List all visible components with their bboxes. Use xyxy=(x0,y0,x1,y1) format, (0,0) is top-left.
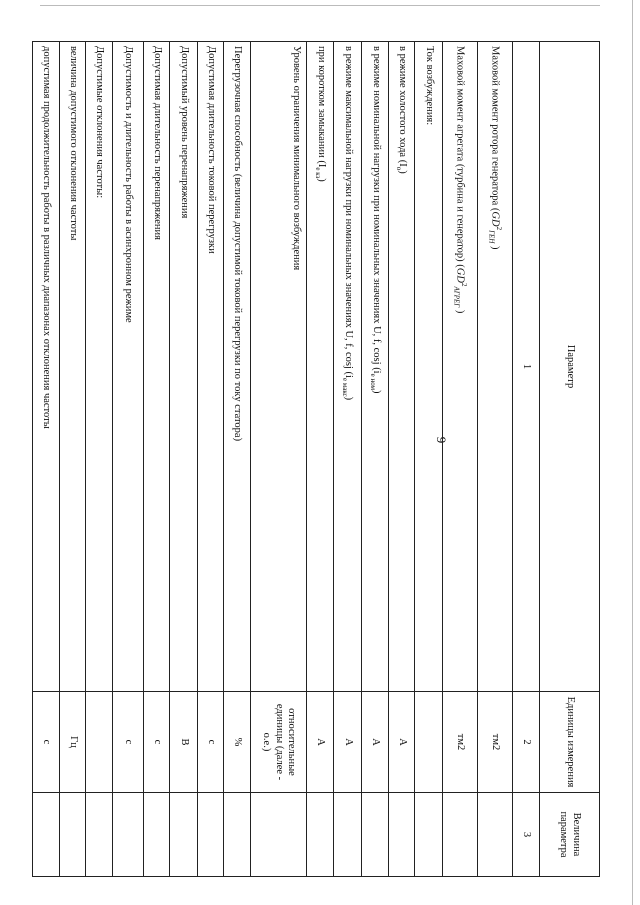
table-row xyxy=(86,42,113,877)
parameter-table-wrapper xyxy=(41,41,600,876)
table-row xyxy=(224,42,251,877)
parameter-cell: Допустимая длительность перенапряжения xyxy=(144,42,170,692)
value-cell xyxy=(415,793,443,877)
parameter-table xyxy=(32,41,600,877)
column-number-row xyxy=(513,42,540,877)
formula: GD xyxy=(489,211,501,227)
unit-cell: с xyxy=(144,692,170,793)
parameter-table-rotated xyxy=(41,41,600,876)
parameter-cell: Допустимые отклонения частоты: xyxy=(86,42,113,692)
table-row xyxy=(307,42,334,877)
unit-cell: тм2 xyxy=(478,692,513,793)
table-row xyxy=(443,42,478,877)
value-cell xyxy=(362,793,389,877)
value-cell xyxy=(443,793,478,877)
value-cell xyxy=(224,793,251,877)
table-row xyxy=(362,42,389,877)
unit-cell xyxy=(86,692,113,793)
header-unit: Единицы измерения xyxy=(540,692,600,793)
value-cell xyxy=(144,793,170,877)
parameter-cell: Маховой момент агрегата (турбина и генератор) ($GD^2_{АГРЕГ}$ ) xyxy=(443,42,478,692)
unit-cell: тм2 xyxy=(443,692,478,793)
value-cell xyxy=(198,793,224,877)
parameter-cell: допустимая продолжительность работы в различных диапазонах отклонения частоты xyxy=(33,42,60,692)
parameter-cell: Маховой момент ротора генератора ($GD^2_{ГЕН}$ ) xyxy=(478,42,513,692)
value-cell xyxy=(113,793,144,877)
column-number-3: 3 xyxy=(513,793,540,877)
unit-cell: с xyxy=(113,692,144,793)
parameter-cell: Уровень ограничения минимального возбуждения xyxy=(251,42,307,692)
unit-cell: относительные единицы (далее - о.е.) xyxy=(251,692,307,793)
value-cell xyxy=(478,793,513,877)
table-row xyxy=(415,42,443,877)
parameter-cell: в режиме холостого хода $(I_о)$ xyxy=(389,42,415,692)
unit-cell: А xyxy=(307,692,334,793)
unit-cell: с xyxy=(198,692,224,793)
value-cell xyxy=(307,793,334,877)
unit-cell xyxy=(415,692,443,793)
unit-cell: А xyxy=(334,692,362,793)
table-row xyxy=(144,42,170,877)
value-cell xyxy=(170,793,198,877)
unit-cell: % xyxy=(224,692,251,793)
table-row xyxy=(334,42,362,877)
header-row xyxy=(540,42,600,877)
parameter-cell: в режиме номинальной нагрузки при номинальных значениях U, f, cosj $(i_{е ном})$ xyxy=(362,42,389,692)
unit-cell: А xyxy=(362,692,389,793)
parameter-cell: Допустимая длительность токовой перегрузки xyxy=(198,42,224,692)
formula: GD xyxy=(454,267,466,283)
table-row xyxy=(60,42,86,877)
table-row xyxy=(389,42,415,877)
parameter-cell: Допустимый уровень перенапряжения xyxy=(170,42,198,692)
unit-cell: А xyxy=(389,692,415,793)
parameter-cell: при коротком замыкании $(I_{е кз})$ xyxy=(307,42,334,692)
value-cell xyxy=(334,793,362,877)
table-row xyxy=(198,42,224,877)
scan-edge-right xyxy=(632,0,633,905)
parameter-cell: Допустимость и длительность работы в асинхронном режиме xyxy=(113,42,144,692)
table-row xyxy=(251,42,307,877)
unit-cell: В xyxy=(170,692,198,793)
unit-cell: Гц xyxy=(60,692,86,793)
parameter-cell: величина допустимого отклонения частоты xyxy=(60,42,86,692)
scan-edge-top xyxy=(40,5,600,6)
value-cell xyxy=(60,793,86,877)
parameter-cell: в режиме максимальной нагрузки при номинальных значениях U, f, cosj $(i_{е макс})$ xyxy=(334,42,362,692)
table-row xyxy=(113,42,144,877)
column-number-2: 2 xyxy=(513,692,540,793)
value-cell xyxy=(86,793,113,877)
header-parameter: Параметр xyxy=(540,42,600,692)
table-row xyxy=(478,42,513,877)
unit-cell: с xyxy=(33,692,60,793)
value-cell xyxy=(389,793,415,877)
header-value: Величина параметра xyxy=(540,793,600,877)
table-row xyxy=(170,42,198,877)
value-cell xyxy=(33,793,60,877)
column-number-1: 1 xyxy=(513,42,540,692)
parameter-cell: Ток возбуждения: xyxy=(415,42,443,692)
page-number: 9 xyxy=(434,436,449,444)
table-row xyxy=(33,42,60,877)
value-cell xyxy=(251,793,307,877)
parameter-cell: Перегрузочная способность (величина допустимой токовой перегрузки по току статора) xyxy=(224,42,251,692)
